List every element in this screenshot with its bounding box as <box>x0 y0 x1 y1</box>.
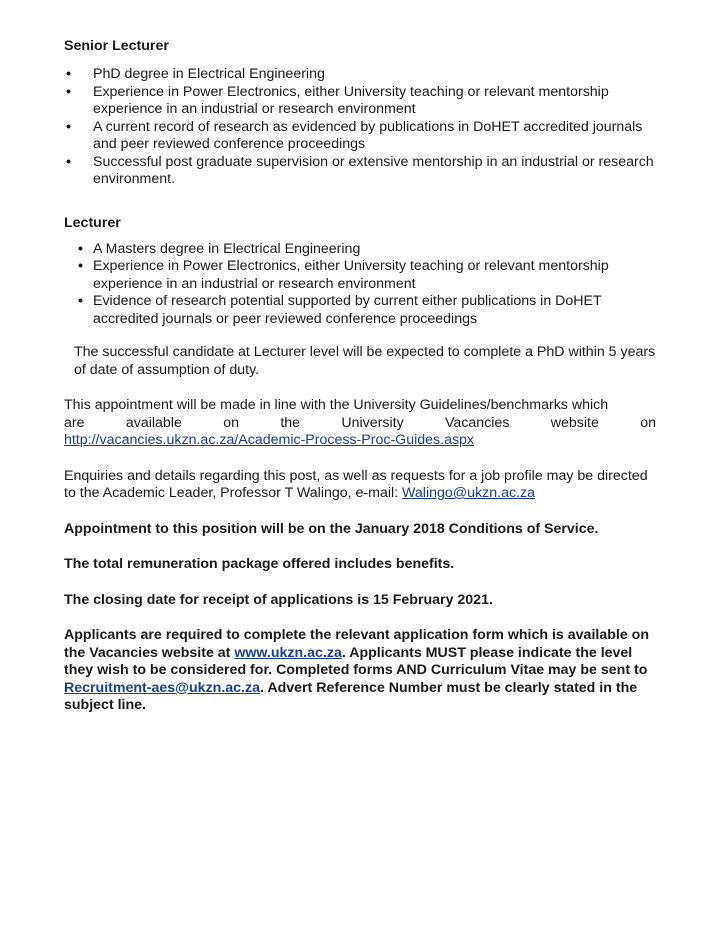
guidelines-link[interactable]: http://vacancies.ukzn.ac.za/Academic-Process-Proc-Guides.aspx <box>64 432 475 448</box>
applicants-text-2: . Applicants MUST please indicate the level they wish to be considered for. Completed forms AND Curriculum Vitae may be sent to <box>64 644 648 678</box>
walingo-email-link[interactable]: Walingo@ukzn.ac.za <box>402 485 535 501</box>
lecturer-requirements <box>64 241 656 329</box>
bullet-icon: • <box>66 66 71 82</box>
conditions-of-service: Appointment to this position will be on the January 2018 Conditions of Service. <box>64 520 599 537</box>
list-item <box>76 241 656 259</box>
list-item <box>76 293 656 328</box>
guidelines-line-2: are available on the University Vacancies website on <box>64 414 656 431</box>
applicants-text-3: . Advert Reference Number must be clearly stated in the subject line. <box>64 679 638 713</box>
list-item-text: A current record of research as evidenced by publications in DoHET accredited journals and peer reviewed conference proceedings <box>93 118 643 152</box>
bullet-icon: • <box>78 293 83 309</box>
list-item <box>64 66 656 84</box>
list-item <box>76 258 656 293</box>
list-item-text: A Masters degree in Electrical Engineering <box>93 240 361 257</box>
bullet-icon: • <box>66 153 71 170</box>
enquiries-text: Enquiries and details regarding this post, as well as requests for a job profile may be directed to the Academic Leader, Professor T Walingo, e-mail: <box>64 467 648 501</box>
senior-lecturer-requirements <box>64 66 656 189</box>
bullet-icon: • <box>66 83 71 100</box>
closing-date: The closing date for receipt of applications is 15 February 2021. <box>64 591 493 608</box>
guidelines-line-1: This appointment will be made in line with the University Guidelines/benchmarks which <box>64 397 609 413</box>
bullet-icon: • <box>78 258 83 274</box>
document-page <box>64 38 656 715</box>
list-item <box>64 154 656 189</box>
senior-lecturer-heading: Senior Lecturer <box>64 38 169 54</box>
application-instructions <box>64 627 656 715</box>
remuneration-note: The total remuneration package offered includes benefits. <box>64 556 455 572</box>
enquiries-paragraph <box>64 468 656 503</box>
applicants-text-1: Applicants are required to complete the relevant application form which is available on the Vacancies website at <box>64 627 649 661</box>
ukzn-website-link[interactable]: www.ukzn.ac.za <box>234 644 342 661</box>
list-item-text: PhD degree in Electrical Engineering <box>93 66 325 82</box>
bullet-icon: • <box>78 240 83 257</box>
bullet-icon: • <box>66 118 71 135</box>
list-item-text: Experience in Power Electronics, either University teaching or relevant mentorship experience in an industrial or research environment <box>93 258 609 292</box>
list-item-text: Experience in Power Electronics, either University teaching or relevant mentorship experience in an industrial or research environment <box>93 83 609 117</box>
list-item-text: Successful post graduate supervision or extensive mentorship in an industrial or research environment. <box>93 153 654 187</box>
lecturer-heading: Lecturer <box>64 214 121 231</box>
list-item-text: Evidence of research potential supported by current either publications in DoHET accredited journals or peer reviewed conference proceedings <box>93 293 602 327</box>
guidelines-paragraph <box>64 397 656 450</box>
list-item <box>64 84 656 119</box>
recruitment-email-link[interactable]: Recruitment-aes@ukzn.ac.za <box>64 679 260 696</box>
phd-expectation-note: The successful candidate at Lecturer level will be expected to complete a PhD within 5 years of date of assumption of duty. <box>74 344 656 378</box>
list-item <box>64 119 656 154</box>
